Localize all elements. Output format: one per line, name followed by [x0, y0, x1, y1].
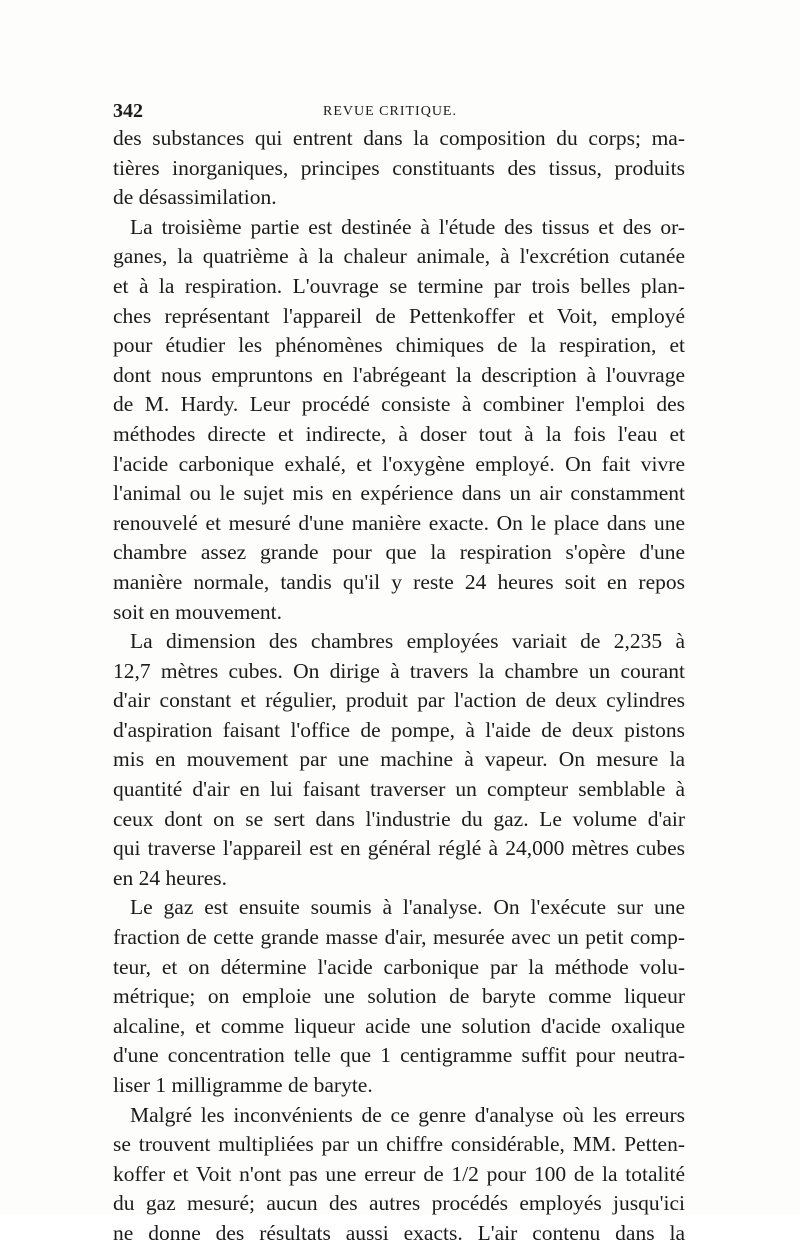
- text-line: La troisième partie est destinée à l'étude des tissus et des or-: [130, 214, 685, 239]
- text-line: 12,7 mètres cubes. On dirige à travers la chambre un courant: [113, 658, 685, 683]
- text-line: Malgré les inconvénients de ce genre d'analyse où les erreurs: [130, 1102, 685, 1127]
- text-line: manière normale, tandis qu'il y reste 24 heures soit en repos: [113, 569, 685, 594]
- text-line: koffer et Voit n'ont pas une erreur de 1/2 pour 100 de la totalité: [113, 1161, 685, 1186]
- running-head: [113, 100, 685, 124]
- text-line: ganes, la quatrième à la chaleur animale, à l'excrétion cutanée: [113, 244, 685, 269]
- text-line: ches représentant l'appareil de Pettenkoffer et Voit, employé: [113, 303, 685, 328]
- text-line: des substances qui entrent dans la composition du corps; ma-: [113, 126, 685, 150]
- text-line: d'air constant et régulier, produit par l'action de deux cylindres: [113, 688, 685, 713]
- text-line: fraction de cette grande masse d'air, mesurée avec un petit comp-: [113, 925, 685, 950]
- text-line: métrique; on emploie une solution de baryte comme liqueur: [113, 984, 685, 1009]
- text-line: chambre assez grande pour que la respiration s'opère d'une: [113, 540, 685, 565]
- text-line: soit en mouvement.: [113, 599, 282, 624]
- text-line: quantité d'air en lui faisant traverser un compteur semblable à: [113, 777, 685, 802]
- text-line: liser 1 milligramme de baryte.: [113, 1073, 373, 1097]
- text-line: alcaline, et comme liqueur acide une solution d'acide oxalique: [113, 1013, 685, 1038]
- text-line: de désassimilation.: [113, 185, 277, 210]
- text-line: d'une concentration telle que 1 centigramme suffit pour neutra-: [113, 1043, 685, 1068]
- text-line: mis en mouvement par une machine à vapeur. On mesure la: [113, 747, 685, 772]
- text-line: du gaz mesuré; aucun des autres procédés employés jusqu'ici: [113, 1191, 685, 1216]
- text-line: l'acide carbonique exhalé, et l'oxygène employé. On fait vivre: [113, 451, 685, 476]
- page-number: 342: [113, 100, 143, 122]
- text-line: ne donne des résultats aussi exacts. L'air contenu dans la: [113, 1220, 685, 1245]
- text-line: tières inorganiques, principes constituants des tissus, produits: [113, 155, 685, 180]
- text-line: ceux dont on se sert dans l'industrie du gaz. Le volume d'air: [113, 806, 685, 831]
- text-line: renouvelé et mesuré d'une manière exacte. On le place dans une: [113, 510, 685, 535]
- text-line: méthodes directe et indirecte, à doser tout à la fois l'eau et: [113, 421, 685, 446]
- text-line: en 24 heures.: [113, 865, 228, 890]
- text-line: de M. Hardy. Leur procédé consiste à combiner l'emploi des: [113, 392, 685, 417]
- running-title: REVUE CRITIQUE.: [323, 104, 457, 119]
- text-line: pour étudier les phénomènes chimiques de la respiration, et: [113, 333, 685, 358]
- text-line: teur, et on détermine l'acide carbonique par la méthode volu-: [113, 954, 685, 979]
- text-line: Le gaz est ensuite soumis à l'analyse. On l'exécute sur une: [130, 895, 685, 920]
- body-text: [113, 124, 685, 1249]
- text-line: l'animal ou le sujet mis en expérience dans un air constamment: [113, 481, 685, 506]
- text-line: d'aspiration faisant l'office de pompe, à l'aide de deux pistons: [113, 717, 685, 742]
- text-line: qui traverse l'appareil est en général réglé à 24,000 mètres cubes: [113, 836, 685, 861]
- text-line: se trouvent multipliées par un chiffre considérable, MM. Petten-: [113, 1132, 685, 1157]
- text-line: La dimension des chambres employées variait de 2,235 à: [130, 629, 685, 654]
- text-line: et à la respiration. L'ouvrage se termine par trois belles plan-: [113, 273, 685, 298]
- text-line: dont nous empruntons en l'abrégeant la description à l'ouvrage: [113, 362, 685, 387]
